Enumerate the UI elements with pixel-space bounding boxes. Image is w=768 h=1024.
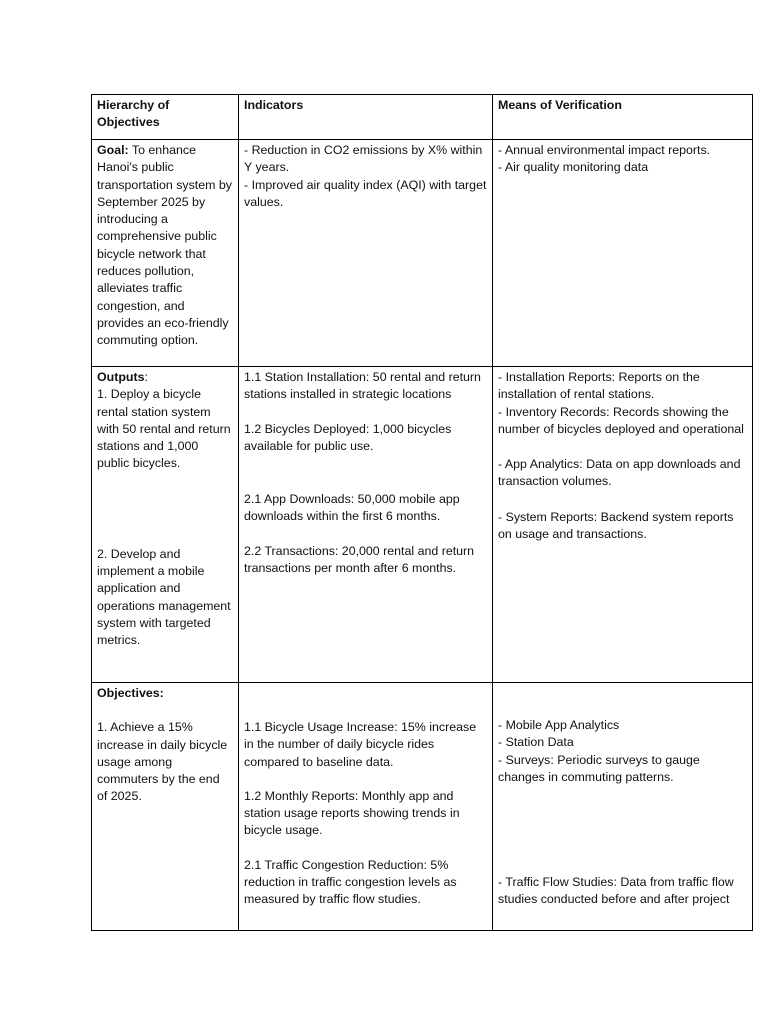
output-indicator: 1.1 Station Installation: 50 rental and return stations installed in strategic locations: [244, 370, 481, 402]
objective-item: 1. Achieve a 15% increase in daily bicycle usage among commuters by the end of 2025.: [97, 720, 228, 804]
goal-verification-item: - Annual environmental impact reports.: [498, 143, 711, 157]
objective-indicator: 1.2 Monthly Reports: Monthly app and station usage reports showing trends in bicycle usage.: [244, 788, 460, 838]
objectives-verification: [493, 683, 753, 931]
output-item: 2. Develop and implement a mobile application and operations management system with targeted metrics.: [97, 546, 231, 648]
output-item: 1. Deploy a bicycle rental station system with 50 rental and return stations and 1,000 public bicycles.: [97, 387, 231, 471]
goal-verification: [493, 140, 753, 367]
objectives-label: Objectives:: [97, 686, 164, 700]
output-indicator: 2.2 Transactions: 20,000 rental and return transactions per month after 6 months.: [244, 543, 475, 576]
outputs-label: Outputs: [97, 370, 145, 384]
objective-indicator: 2.1 Traffic Congestion Reduction: 5% reduction in traffic congestion levels as measured by traffic flow studies.: [244, 857, 457, 907]
objective-indicator: 1.1 Bicycle Usage Increase: 15% increase in the number of daily bicycle rides compared to baseline data.: [244, 720, 477, 769]
logframe-table: [91, 94, 753, 931]
header-verification: Means of Verification: [493, 95, 753, 140]
outputs-indicators: [239, 367, 493, 683]
outputs-verification: [493, 367, 753, 683]
objective-verification-item: - Traffic Flow Studies: Data from traffic flow studies conducted before and after project: [498, 875, 734, 907]
goal-verification-item: - Air quality monitoring data: [498, 160, 649, 175]
objectives-indicators: [239, 683, 493, 931]
output-verification-item: - Installation Reports: Reports on the installation of rental stations.: [498, 370, 700, 402]
objectives-row: [92, 683, 753, 931]
objectives-cell: [92, 683, 239, 931]
output-indicator: 2.1 App Downloads: 50,000 mobile app downloads within the first 6 months.: [244, 492, 460, 524]
outputs-row: [92, 367, 753, 683]
goal-cell: [92, 140, 239, 367]
output-verification-item: - Inventory Records: Records showing the number of bicycles deployed and operational: [498, 404, 744, 436]
header-indicators: Indicators: [239, 95, 493, 140]
objective-verification-item: - Mobile App Analytics: [498, 718, 620, 732]
goal-text: To enhance Hanoi's public transportation system by September 2025 by introducing a comprehensive public bicycle network that reduces pollution, alleviates traffic congestion, and provides an eco-friendly commuting option.: [97, 143, 232, 348]
output-verification-item: - System Reports: Backend system reports on usage and transactions.: [498, 509, 734, 542]
header-hierarchy: Hierarchy of Objectives: [92, 95, 239, 140]
goal-label: Goal:: [97, 143, 129, 157]
outputs-label-colon: :: [144, 370, 148, 384]
objective-verification-item: - Surveys: Periodic surveys to gauge changes in commuting patterns.: [498, 752, 700, 784]
goal-indicator: - Improved air quality index (AQI) with target values.: [244, 177, 487, 209]
output-verification-item: - App Analytics: Data on app downloads and transaction volumes.: [498, 457, 741, 489]
goal-indicator: - Reduction in CO2 emissions by X% within Y years.: [244, 143, 483, 175]
output-indicator: 1.2 Bicycles Deployed: 1,000 bicycles available for public use.: [244, 421, 452, 453]
outputs-cell: [92, 367, 239, 683]
goal-indicators: [239, 140, 493, 367]
objective-verification-item: - Station Data: [498, 735, 574, 750]
header-row: [92, 95, 753, 140]
goal-row: [92, 140, 753, 367]
